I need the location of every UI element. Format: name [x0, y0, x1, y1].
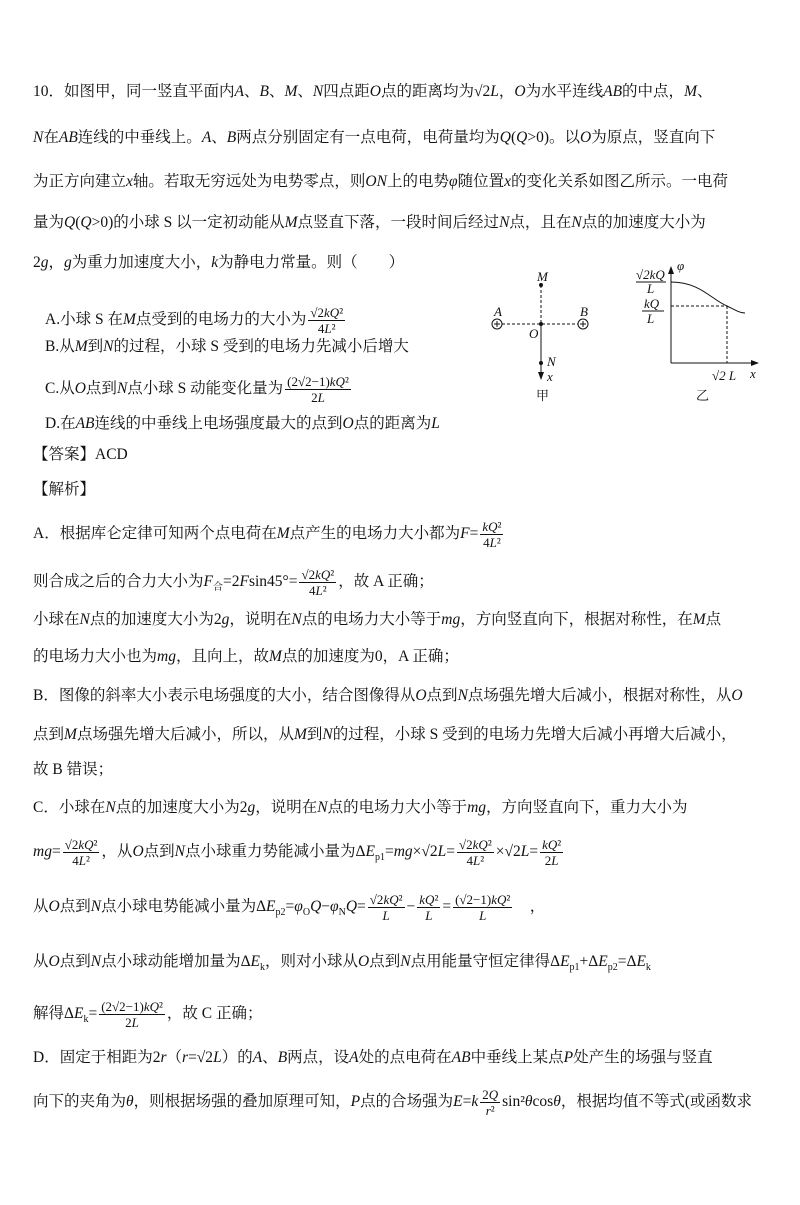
- solution-line: 解得$\Delta E_k=$ $\frac{\text{(2√2−1)kQ²}}{2L}$ ，故 C 正确；: [33, 999, 263, 1030]
- math-var: N: [291, 611, 302, 628]
- solution-line: 的电场力大小也为mg，且向上，故M点的加速度为0，A 正确；: [33, 648, 459, 665]
- charge-b-icon: [578, 319, 588, 329]
- math-var: AB: [75, 415, 95, 432]
- math-var: N: [400, 953, 411, 970]
- math-var: kQ: [472, 837, 488, 852]
- math-var: M: [684, 83, 697, 100]
- figure-jia: [492, 269, 588, 403]
- math-var: L: [315, 583, 323, 598]
- math-var: L: [317, 390, 325, 405]
- math-var: L: [78, 853, 86, 868]
- math-var: ON: [365, 173, 387, 190]
- question-stem-line: 量为Q(Q>0)的小球 S 以一定初动能从M点竖直下落，一段时间后经过N点，且在N点的加速度大小为: [33, 214, 706, 231]
- math-var: Q: [516, 129, 528, 146]
- math-var: mg: [467, 799, 487, 816]
- math-var: M: [293, 726, 307, 743]
- math-var: O: [514, 83, 526, 100]
- solution-line: 从O点到N点小球电势能减小量为$\Delta E_{p2}=\varphi_OQ-\varphi_NQ=$ $\frac{\text{√2kQ²}}{L}$ − $\frac{\text{kQ²}}{L}$ = $\frac{\text{(√2−1)kQ²}}{L}$ ，: [33, 892, 546, 923]
- potential-curve: [671, 282, 745, 313]
- fraction: $\frac{\text{kQ²}}{2L}$: [542, 837, 562, 868]
- subscript: O: [302, 907, 311, 919]
- math-var: Q: [345, 898, 358, 916]
- math-var: Q: [64, 214, 76, 231]
- math-var: E: [636, 953, 646, 970]
- caption-yi: 乙: [696, 388, 710, 403]
- fraction: $\frac{2Q}{\text{r²}}$: [482, 1087, 499, 1118]
- math-var: N: [90, 953, 102, 970]
- solution-line: 故 B 错误；: [33, 761, 114, 778]
- math-var: O: [132, 843, 144, 861]
- fraction: $\frac{\text{kQ²}}{\text{4L²}}$: [482, 519, 502, 550]
- math-var: θ: [553, 1093, 561, 1111]
- question-stem-line: 2g，g为重力加速度大小，k为静电力常量。则（ ）: [33, 254, 405, 271]
- math-var: kQ: [383, 892, 399, 907]
- math-var: N: [105, 799, 116, 816]
- math-var: F: [239, 573, 249, 591]
- x-tick-label: √2 L: [712, 368, 737, 383]
- math-var: F: [460, 525, 470, 543]
- math-var: mg: [33, 843, 52, 861]
- math-var: AB: [451, 1049, 471, 1066]
- fraction: $\frac{\text{√2kQ²}}{\text{4L²}}$: [310, 305, 344, 336]
- label-o: O: [529, 326, 539, 341]
- math-var: AB: [58, 129, 78, 146]
- subscript: k: [260, 962, 266, 974]
- question-stem-line: 10．如图甲，同一竖直平面内A、B、M、N四点距O点的距离均为√2L，O为水平连线AB的中点，M、: [33, 83, 713, 100]
- answer: 【答案】ACD: [33, 446, 128, 463]
- math-var: O: [48, 898, 60, 916]
- math-var: φ: [448, 173, 458, 190]
- math-var: L: [551, 853, 559, 868]
- point-o: [539, 322, 543, 326]
- figure-yi: [636, 258, 759, 403]
- label-m: M: [537, 269, 548, 284]
- math-var: N: [499, 214, 510, 231]
- math-var: B: [277, 1049, 288, 1066]
- math-var: P: [350, 1093, 361, 1111]
- math-var: N: [457, 687, 468, 704]
- math-var: kQ: [491, 892, 507, 907]
- math-var: E: [560, 953, 570, 970]
- subscript: k: [83, 1014, 89, 1026]
- solution-line: B．图像的斜率大小表示电场强度的大小，结合图像得从O点到N点场强先增大后减小，根据对称性，从O: [33, 687, 743, 704]
- subscript: k: [645, 962, 651, 974]
- fraction: $\frac{\text{kQ²}}{L}$: [419, 892, 439, 923]
- y-label1-num: √2kQ: [636, 267, 665, 282]
- math-var: M: [692, 611, 706, 628]
- math-var: E: [598, 953, 608, 970]
- x-label: x: [750, 366, 756, 381]
- math-var: x: [126, 173, 133, 190]
- subscript: p2: [275, 907, 286, 919]
- fraction: $\frac{\text{(2√2−1)kQ²}}{2L}$: [101, 999, 163, 1030]
- label-a: A: [494, 304, 502, 319]
- fraction: $\frac{\text{(2√2−1)kQ²}}{2L}$: [287, 374, 349, 405]
- math-var: mg: [157, 648, 176, 665]
- math-var: N: [103, 338, 114, 355]
- y-label1-den: L: [647, 281, 655, 296]
- math-var: L: [473, 853, 481, 868]
- subscript: N: [338, 907, 346, 919]
- y-label2-num: kQ: [644, 296, 660, 311]
- math-var: kQ: [482, 519, 498, 534]
- math-var: O: [48, 953, 60, 970]
- math-var: Q: [499, 129, 511, 146]
- math-var: L: [437, 843, 447, 861]
- math-var: M: [284, 214, 298, 231]
- math-var: E: [365, 843, 375, 861]
- fraction: $\frac{\text{(√2−1)kQ²}}{L}$: [455, 892, 511, 923]
- math-var: N: [79, 611, 90, 628]
- math-var: A: [252, 1049, 263, 1066]
- math-var: P: [563, 1049, 574, 1066]
- label-n: N: [547, 354, 556, 369]
- math-var: O: [342, 415, 354, 432]
- math-var: L: [431, 415, 440, 432]
- solution-line: 向下的夹角为θ，则根据场强的叠加原理可知，P点的合场强为E=k $\frac{2Q}{\text{r²}}$ sin²θcosθ，根据均值不等式(或函数求: [33, 1087, 752, 1118]
- subscript: p2: [607, 962, 618, 974]
- math-var: x: [504, 173, 511, 190]
- analysis-title: 【解析】: [33, 481, 96, 498]
- math-var: r: [485, 1103, 491, 1118]
- point-n: [539, 361, 543, 365]
- math-var: kQ: [419, 892, 435, 907]
- math-var: φ: [294, 898, 303, 916]
- math-var: N: [322, 726, 333, 743]
- math-var: E: [250, 953, 261, 970]
- math-var: N: [33, 129, 44, 146]
- fraction: $\frac{\text{√2kQ²}}{\text{4L²}}$: [64, 837, 98, 868]
- solution-line: 从O点到N点小球动能增加量为$\Delta E_k$，则对小球从O点到N点用能量守恒定律得$\Delta E_{p1}+\Delta E_{p2}=\Delta E_k$: [33, 953, 651, 974]
- phi-axis-arrow-icon: [668, 266, 674, 274]
- label-b: B: [580, 304, 588, 319]
- math-var: θ: [126, 1093, 134, 1111]
- solution-line: 小球在N点的加速度大小为2g，说明在N点的电场力大小等于mg，方向竖直向下，根据对称性，在M点: [33, 611, 722, 628]
- math-var: kQ: [324, 305, 340, 320]
- math-var: L: [520, 843, 530, 861]
- math-var: M: [268, 648, 282, 665]
- fraction: $\frac{\text{√2kQ²}}{\text{4L²}}$: [459, 837, 492, 868]
- math-var: kQ: [542, 837, 558, 852]
- math-var: kQ: [78, 837, 94, 852]
- math-var: L: [490, 83, 499, 100]
- math-var: O: [415, 687, 427, 704]
- math-var: O: [74, 380, 86, 398]
- option-b: B.从M到N的过程，小球 S 受到的电场力先减小后增大: [45, 338, 409, 355]
- math-var: mg: [441, 611, 461, 628]
- math-var: A: [201, 129, 212, 146]
- math-var: O: [369, 83, 381, 100]
- math-var: L: [324, 321, 332, 336]
- solution-line: A．根据库仑定律可知两个点电荷在M点产生的电场力大小都为F= $\frac{\text{kQ²}}{\text{4L²}}$: [33, 519, 502, 550]
- question-stem-line: N在AB连线的中垂线上。A、B两点分别固定有一点电荷，电荷量均为Q(Q>0)。以O为原点，竖直向下: [33, 129, 716, 146]
- math-var: N: [174, 843, 185, 861]
- math-var: g: [40, 254, 49, 271]
- math-var: O: [731, 687, 743, 704]
- math-var: N: [116, 380, 128, 398]
- fraction: $\frac{\text{√2kQ²}}{L}$: [369, 892, 403, 923]
- math-var: M: [74, 338, 88, 355]
- math-var: Q: [310, 898, 322, 916]
- option-d: D.在AB连线的中垂线上电场强度最大的点到O点的距离为L: [45, 415, 440, 432]
- math-var: mg: [393, 843, 413, 861]
- caption-jia: 甲: [536, 388, 550, 403]
- solution-line: C．小球在N点的加速度大小为2g，说明在N点的电场力大小等于mg，方向竖直向下，重力大小为: [33, 799, 688, 816]
- math-var: L: [479, 908, 487, 923]
- math-var: A: [349, 1049, 359, 1066]
- math-var: E: [266, 898, 276, 916]
- math-var: θ: [524, 1093, 533, 1111]
- math-var: O: [358, 953, 370, 970]
- math-var: L: [425, 908, 433, 923]
- subscript: p1: [569, 962, 580, 974]
- math-var: N: [571, 214, 582, 231]
- fraction: $\frac{\text{√2kQ²}}{\text{4L²}}$: [301, 567, 335, 598]
- x-axis-arrow-icon: [538, 372, 544, 380]
- math-var: L: [131, 1015, 139, 1030]
- math-var: L: [213, 1049, 222, 1066]
- subscript: p1: [374, 852, 385, 864]
- math-var: AB: [603, 83, 623, 100]
- math-var: g: [247, 799, 256, 816]
- math-var: k: [471, 1093, 479, 1111]
- solution-line: mg= $\frac{\text{√2kQ²}}{\text{4L²}}$ ，从O点到N点小球重力势能减小量为$\Delta E_{p1}=mg\times√2L=$ $\frac{\text{√2kQ²}}{\text{4L²}}$ ×√2L= $\frac{\text{kQ²}}{2L}$: [33, 837, 562, 868]
- math-var: r: [160, 1049, 167, 1066]
- math-var: M: [64, 726, 77, 743]
- math-var: L: [382, 908, 390, 923]
- math-var: F: [203, 573, 213, 591]
- question-stem-line: 为正方向建立x轴。若取无穷远处为电势零点，则ON上的电势φ随位置x的变化关系如图乙所示。一电荷: [33, 173, 728, 190]
- math-var: r: [182, 1049, 189, 1066]
- y-label2-den: L: [647, 311, 655, 326]
- math-var: B: [259, 83, 269, 100]
- math-var: M: [122, 311, 136, 329]
- math-var: M: [284, 83, 298, 100]
- math-var: O: [580, 129, 592, 146]
- math-var: B: [226, 129, 237, 146]
- math-var: L: [489, 535, 497, 550]
- math-var: E: [73, 1005, 84, 1023]
- math-var: g: [221, 611, 230, 628]
- charge-a-icon: [492, 319, 502, 329]
- solution-line: D．固定于相距为2r（r=√2L）的A、B两点，设A处的点电荷在AB中垂线上某点P处产生的场强与竖直: [33, 1049, 713, 1066]
- math-var: N: [317, 799, 328, 816]
- phi-label: φ: [677, 258, 685, 273]
- math-var: kQ: [329, 374, 345, 389]
- math-var: N: [312, 83, 324, 100]
- math-var: Q: [80, 214, 92, 231]
- math-var: φ: [330, 898, 339, 916]
- option-a: A.小球 S 在M点受到的电场力的大小为 $\frac{\text{√2kQ²}}{\text{4L²}}$: [45, 305, 344, 336]
- math-var: N: [90, 898, 102, 916]
- math-var: kQ: [143, 999, 159, 1014]
- math-var: kQ: [315, 567, 331, 582]
- math-var: A: [234, 83, 244, 100]
- math-var: M: [276, 525, 290, 543]
- math-var: E: [453, 1093, 463, 1111]
- solution-line: 则合成之后的合力大小为$F_合=2Fsin45^\circ=$ $\frac{\text{√2kQ²}}{\text{4L²}}$ ，故 A 正确；: [33, 567, 434, 598]
- math-var: k: [211, 254, 219, 271]
- option-c: C.从O点到N点小球 S 动能变化量为 $\frac{\text{(2√2−1)kQ²}}{2L}$: [45, 374, 349, 405]
- label-x: x: [547, 369, 553, 384]
- math-var: g: [64, 254, 72, 271]
- math-var: Q: [488, 1087, 499, 1102]
- subscript: 合: [212, 582, 223, 594]
- solution-line: 点到M点场强先增大后减小，所以，从M到N的过程，小球 S 受到的电场力先增大后减小再增大后减小，: [33, 726, 737, 743]
